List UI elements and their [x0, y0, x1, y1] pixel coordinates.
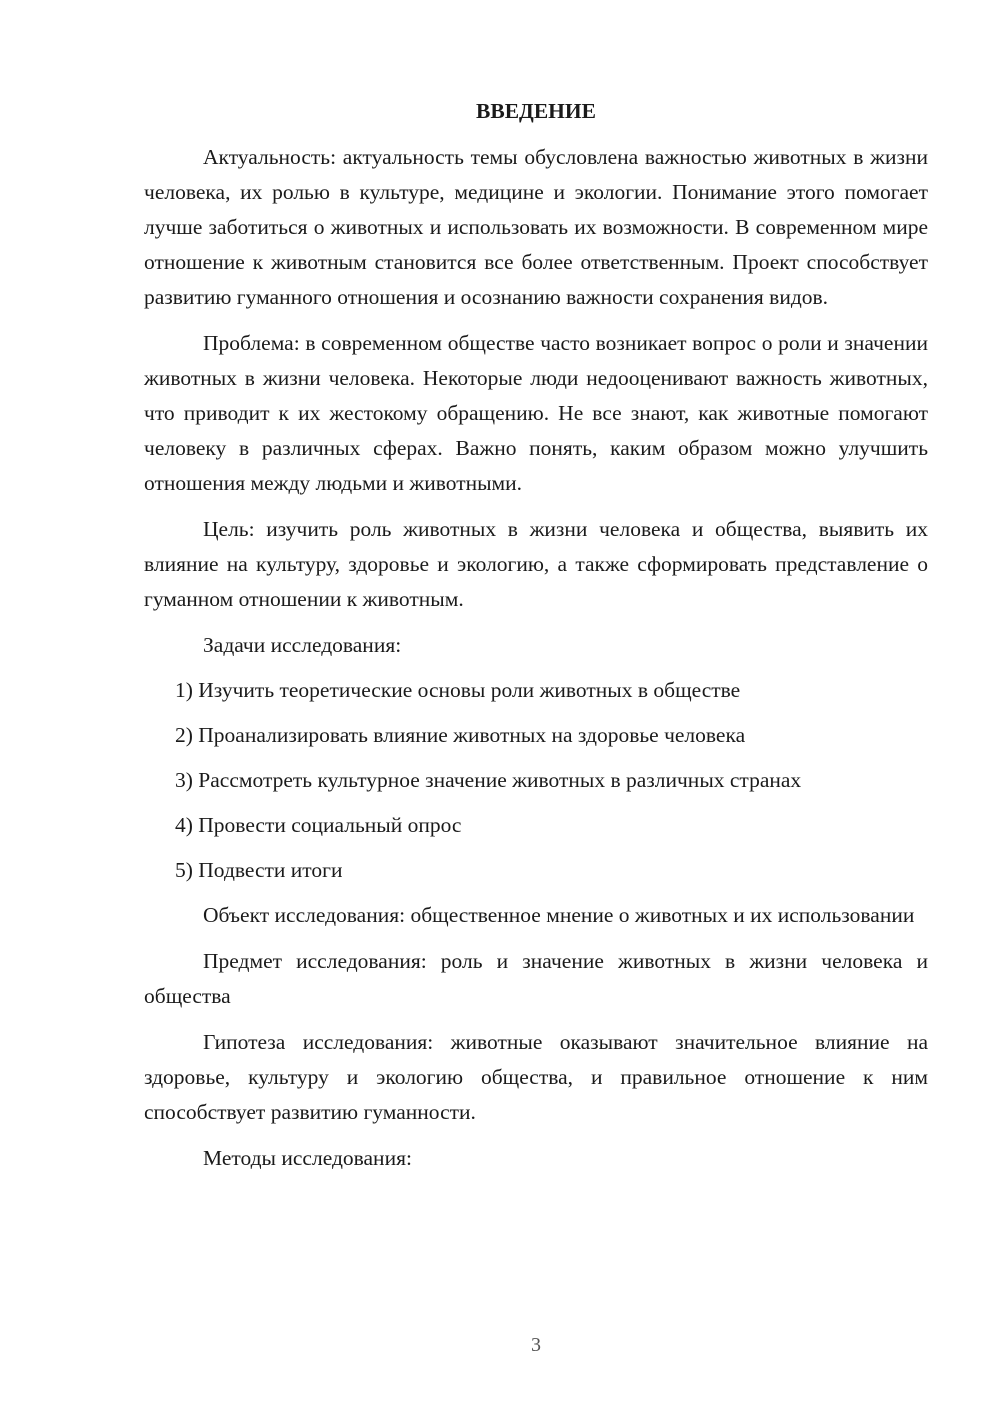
list-item: 5) Подвести итоги [175, 858, 343, 882]
paragraph-subject: Предмет исследования: роль и значение животных в жизни человека и общества [144, 949, 928, 1008]
tasks-list [144, 673, 928, 888]
methods-label: Методы исследования: [203, 1146, 412, 1170]
list-item: 1) Изучить теоретические основы роли животных в обществе [175, 678, 741, 702]
paragraph-goal: Цель: изучить роль животных в жизни человека и общества, выявить их влияние на культуру, здоровье и экологию, а также сформировать представление о гуманном отношении к животным. [144, 517, 928, 611]
page-title: ВВЕДЕНИЕ [476, 99, 596, 123]
list-item: 3) Рассмотреть культурное значение животных в различных странах [175, 768, 802, 792]
page-number: 3 [531, 1334, 541, 1356]
paragraph-relevance: Актуальность: актуальность темы обусловлена важностью животных в жизни человека, их ролью в культуре, медицине и экологии. Понимание этого помогает лучше заботиться о животных и использовать их возможности. В современном мире отношение к животным становится все более ответственным. Проект способствует развитию гуманного отношения и осознанию важности сохранения видов. [144, 145, 928, 309]
tasks-label: Задачи исследования: [203, 633, 402, 657]
paragraph-hypothesis: Гипотеза исследования: животные оказывают значительное влияние на здоровье, культуру и экологию общества, и правильное отношение к ним способствует развитию гуманности. [144, 1030, 928, 1124]
paragraph-problem: Проблема: в современном обществе часто возникает вопрос о роли и значении животных в жизни человека. Некоторые люди недооценивают важность животных, что приводит к их жестокому обращению. Не все знают, как животные помогают человеку в различных сферах. Важно понять, каким образом можно улучшить отношения между людьми и животными. [144, 331, 928, 495]
list-item: 4) Провести социальный опрос [175, 813, 462, 837]
document-page [144, 96, 928, 1186]
list-item: 2) Проанализировать влияние животных на здоровье человека [175, 723, 746, 747]
paragraph-object: Объект исследования: общественное мнение о животных и их использовании [203, 903, 915, 927]
